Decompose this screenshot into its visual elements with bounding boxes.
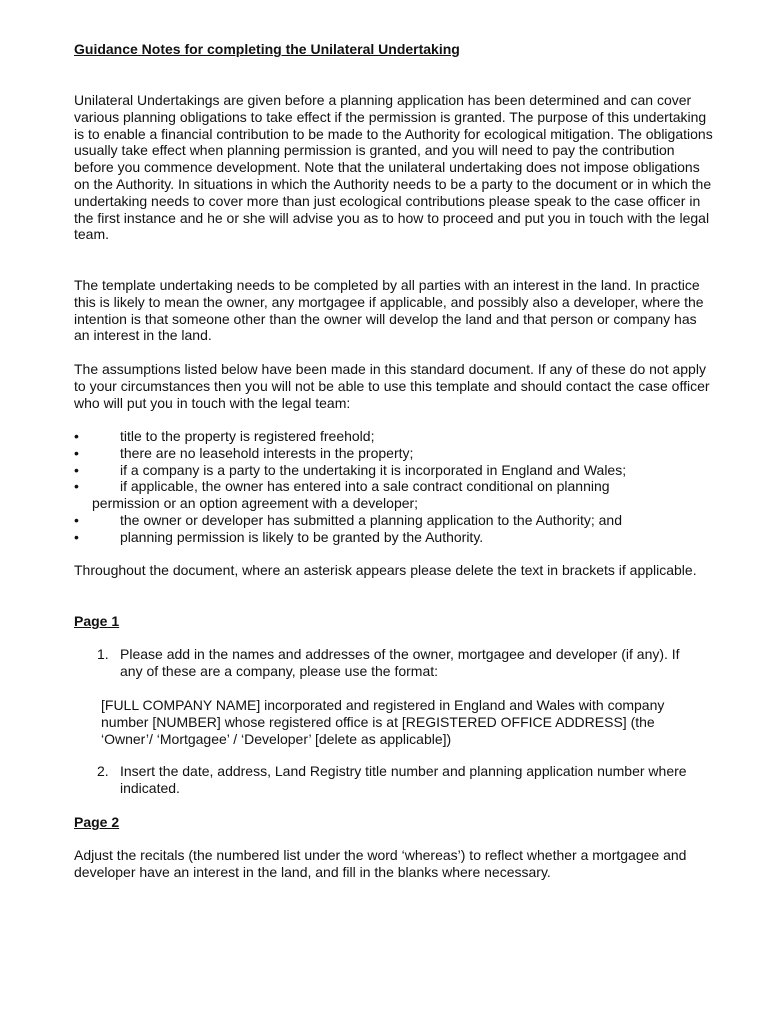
list-item (74, 428, 714, 445)
page2-heading: Page 2 (74, 814, 120, 830)
template-paragraph: The template undertaking needs to be completed by all parties with an interest in the land. In practice this is likely to mean the owner, any mortgagee if applicable, and possibly also a developer, where the intention is that someone other than the owner will develop the land and that person or company has an interest in the land. (74, 277, 704, 344)
item-number: 1. (97, 646, 109, 662)
bullet-icon: • (74, 428, 79, 444)
page1-heading: Page 1 (74, 613, 120, 629)
page1-item-1 (97, 646, 697, 680)
assumption-text: there are no leasehold interests in the property; (120, 444, 414, 461)
item-number: 2. (97, 763, 109, 779)
document-title: Guidance Notes for completing the Unilateral Undertaking (74, 41, 460, 57)
assumption-text: if applicable, the owner has entered into a sale contract conditional on planning (120, 478, 610, 495)
list-item (74, 462, 714, 479)
assumption-text: planning permission is likely to be granted by the Authority. (120, 528, 484, 545)
item-text: Insert the date, address, Land Registry title number and planning application number where indicated. (120, 763, 687, 796)
bullet-icon: • (74, 528, 79, 545)
intro-paragraph: Unilateral Undertakings are given before a planning application has been determined and can cover various planning obligations to take effect if the permission is granted. The purpose of this undertaking is to enable a financial contribution to be made to the Authority for ecological mitigation. The obligations usually take effect when planning permission is granted, and you will need to pay the contribution before you commence development. Note that the unilateral undertaking does not impose obligations on the Authority. In situations in which the Authority needs to be a party to the document or in which the undertaking needs to cover more than just ecological contributions please speak to the case officer in the first instance and he or she will advise you as to how to proceed and put you in touch with the legal team. (74, 92, 713, 243)
bullet-icon: • (74, 444, 79, 461)
assumption-text: if a company is a party to the undertaking it is incorporated in England and Wales; (120, 461, 627, 478)
list-item (74, 512, 714, 529)
page2-paragraph: Adjust the recitals (the numbered list under the word ‘whereas’) to reflect whether a mortgagee and developer have an interest in the land, and fill in the blanks where necessary. (74, 847, 687, 880)
item-text: Please add in the names and addresses of the owner, mortgagee and developer (if any). If any of these are a company, please use the format: (120, 646, 680, 679)
assumption-text: the owner or developer has submitted a planning application to the Authority; and (120, 511, 622, 528)
assumptions-list (74, 428, 714, 546)
company-format-block: [FULL COMPANY NAME] incorporated and registered in England and Wales with company number [NUMBER] whose registered office is at [REGISTERED OFFICE ADDRESS] (the ‘Owner’/ ‘Mortgagee’ / ‘Developer’ [delete as applicable]) (101, 697, 665, 747)
list-item (74, 478, 714, 512)
bullet-icon: • (74, 478, 79, 495)
assumptions-paragraph: The assumptions listed below have been made in this standard document. If any of these do not apply to your circumstances then you will not be able to use this template and should contact the case officer who will put you in touch with the legal team: (74, 361, 710, 411)
bullet-icon: • (74, 461, 79, 478)
page1-item-2 (97, 763, 697, 797)
asterisk-paragraph: Throughout the document, where an asterisk appears please delete the text in brackets if applicable. (74, 562, 697, 578)
assumption-text-continued: permission or an option agreement with a developer; (92, 495, 419, 512)
list-item (74, 529, 714, 546)
bullet-icon: • (74, 511, 79, 528)
assumption-text: title to the property is registered freehold; (120, 428, 375, 444)
list-item (74, 445, 714, 462)
